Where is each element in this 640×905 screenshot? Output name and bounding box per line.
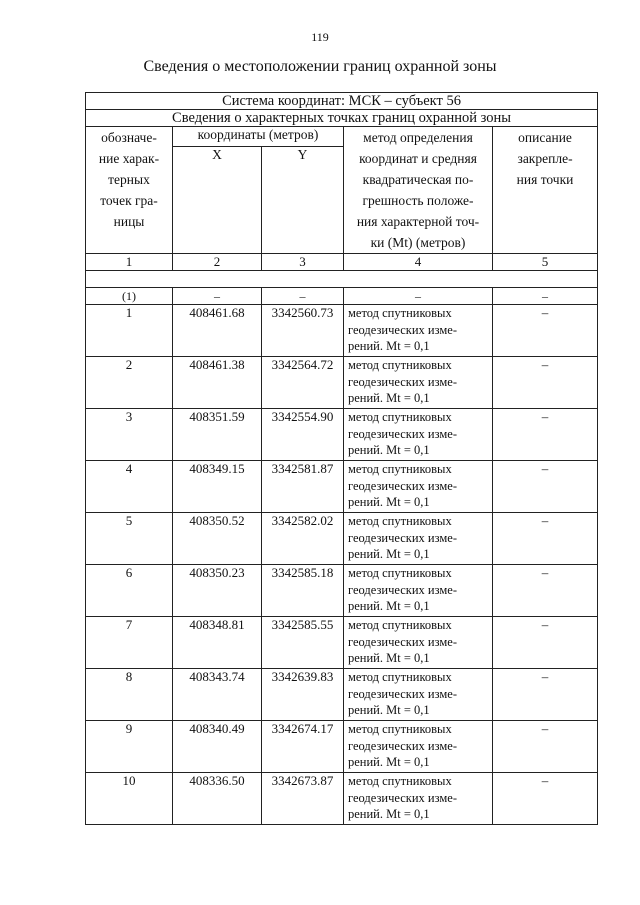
coordinates-header: координаты (метров) [173,127,344,147]
method-cell [344,721,493,773]
method-line: метод спутниковых [348,410,452,424]
table-row [86,409,598,461]
y-coordinate-cell: 3342554.90 [262,409,344,461]
coordinates-table [85,92,598,825]
y-coordinate-cell: 3342673.87 [262,773,344,825]
y-coordinate-cell: 3342560.73 [262,305,344,357]
empty-row [86,271,598,288]
table-row [86,565,598,617]
method-line: геодезических изме- [348,738,457,753]
point-id-cell: 6 [86,565,173,617]
zero-row-x: – [173,288,262,305]
document-title: Сведения о местоположении границ охранной зоны [143,58,497,75]
zero-row-id: (1) [86,288,173,305]
x-coordinate-cell: 408461.38 [173,357,262,409]
method-line: рений. Mt = 0,1 [348,339,430,353]
col-number-4: 4 [344,254,493,271]
page-number: 119 [311,30,329,44]
method-line: геодезических изме- [348,530,457,545]
col-number-3: 3 [262,254,344,271]
method-line: метод спутниковых [348,618,452,632]
table-row [86,773,598,825]
col-y-header: Y [262,147,344,254]
point-id-cell: 8 [86,669,173,721]
method-line: рений. Mt = 0,1 [348,755,430,769]
col-method-header: метод определения координат и средняя квадратическая по- грешность положе- ния характерной точ- ки (Mt) (метров) [344,127,493,254]
table-row [86,669,598,721]
description-cell: – [493,617,598,669]
table-row [86,461,598,513]
method-line: геодезических изме- [348,790,457,805]
method-line: геодезических изме- [348,426,457,441]
method-line: рений. Mt = 0,1 [348,651,430,665]
method-line: геодезических изме- [348,582,457,597]
method-cell [344,565,493,617]
method-cell [344,773,493,825]
y-coordinate-cell: 3342585.55 [262,617,344,669]
method-cell [344,409,493,461]
x-coordinate-cell: 408350.52 [173,513,262,565]
method-line: рений. Mt = 0,1 [348,547,430,561]
description-cell: – [493,773,598,825]
zero-row-y: – [262,288,344,305]
y-coordinate-cell: 3342674.17 [262,721,344,773]
point-id-cell: 3 [86,409,173,461]
zero-row-desc: – [493,288,598,305]
col-point-designation-header: обозначе- ние харак- терных точек гра- ницы [86,127,173,254]
method-line: геодезических изме- [348,634,457,649]
x-coordinate-cell: 408349.15 [173,461,262,513]
method-line: метод спутниковых [348,566,452,580]
point-id-cell: 7 [86,617,173,669]
x-coordinate-cell: 408336.50 [173,773,262,825]
table-row [86,721,598,773]
table-row [86,305,598,357]
y-coordinate-cell: 3342564.72 [262,357,344,409]
point-id-cell: 1 [86,305,173,357]
y-coordinate-cell: 3342639.83 [262,669,344,721]
method-line: метод спутниковых [348,670,452,684]
method-cell [344,305,493,357]
description-cell: – [493,409,598,461]
x-coordinate-cell: 408340.49 [173,721,262,773]
table-row [86,357,598,409]
method-line: метод спутниковых [348,514,452,528]
y-coordinate-cell: 3342582.02 [262,513,344,565]
method-cell [344,461,493,513]
method-line: геодезических изме- [348,374,457,389]
coordinate-system-header: Система координат: МСК – субъект 56 [86,93,598,110]
y-coordinate-cell: 3342581.87 [262,461,344,513]
point-id-cell: 2 [86,357,173,409]
point-id-cell: 5 [86,513,173,565]
col-description-header: описание закрепле- ния точки [493,127,598,254]
method-line: рений. Mt = 0,1 [348,703,430,717]
description-cell: – [493,565,598,617]
point-id-cell: 10 [86,773,173,825]
method-line: геодезических изме- [348,686,457,701]
table-row [86,513,598,565]
method-line: рений. Mt = 0,1 [348,495,430,509]
method-cell [344,357,493,409]
zero-row-method: – [344,288,493,305]
description-cell: – [493,461,598,513]
method-line: рений. Mt = 0,1 [348,807,430,821]
method-cell [344,513,493,565]
method-line: метод спутниковых [348,722,452,736]
x-coordinate-cell: 408350.23 [173,565,262,617]
description-cell: – [493,669,598,721]
col-number-5: 5 [493,254,598,271]
col-number-2: 2 [173,254,262,271]
description-cell: – [493,357,598,409]
x-coordinate-cell: 408351.59 [173,409,262,461]
method-line: метод спутниковых [348,774,452,788]
method-cell [344,669,493,721]
method-line: геодезических изме- [348,322,457,337]
description-cell: – [493,305,598,357]
x-coordinate-cell: 408461.68 [173,305,262,357]
method-line: метод спутниковых [348,358,452,372]
method-line: рений. Mt = 0,1 [348,443,430,457]
method-line: рений. Mt = 0,1 [348,391,430,405]
method-line: геодезических изме- [348,478,457,493]
description-cell: – [493,513,598,565]
description-cell: – [493,721,598,773]
y-coordinate-cell: 3342585.18 [262,565,344,617]
method-line: рений. Mt = 0,1 [348,599,430,613]
table-row [86,617,598,669]
section-header: Сведения о характерных точках границ охранной зоны [86,110,598,127]
x-coordinate-cell: 408348.81 [173,617,262,669]
method-line: метод спутниковых [348,306,452,320]
method-cell [344,617,493,669]
x-coordinate-cell: 408343.74 [173,669,262,721]
point-id-cell: 9 [86,721,173,773]
point-id-cell: 4 [86,461,173,513]
col-number-1: 1 [86,254,173,271]
method-line: метод спутниковых [348,462,452,476]
col-x-header: X [173,147,262,254]
